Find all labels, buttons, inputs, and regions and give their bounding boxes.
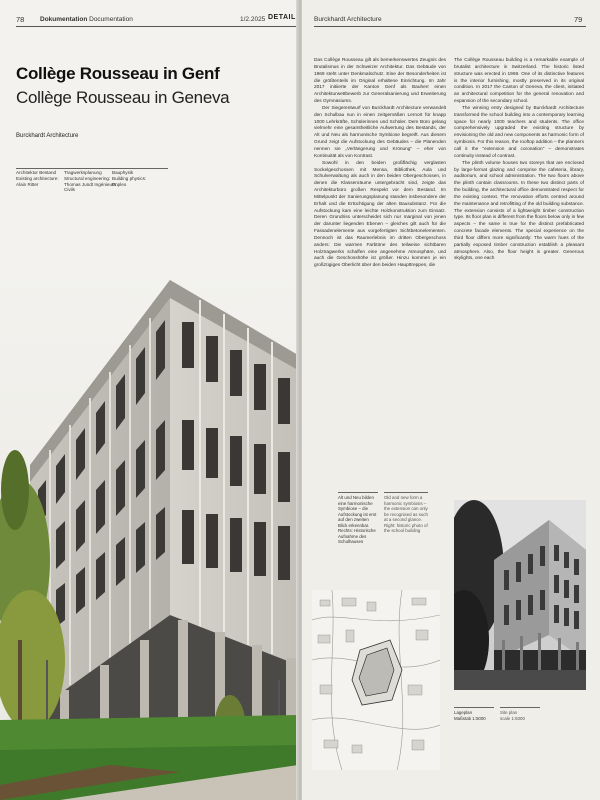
credit-role-en: Building physics: bbox=[112, 175, 147, 181]
running-head-right: Burckhardt Architecture bbox=[314, 16, 382, 23]
credit-block bbox=[112, 168, 168, 187]
site-plan-scale-de: Maßstab 1:5000 bbox=[454, 715, 486, 721]
credit-role-de: Tragwerksplanung bbox=[64, 170, 102, 175]
header-rule bbox=[314, 26, 586, 27]
paragraph: The winning entry designed by Burckhardt Architecture transformed the school building into a contemporary learning space for nearly 1000 teachers and students. The office comprehensively upgraded the existing structure by envisioning the old and new components as harmonic form of symbiosis. For this reason, the rooftop addition – the planners call it the "extension and coronation" – demonstrates continuity instead of contrast. bbox=[454, 105, 584, 159]
magazine-logo: DETAIL bbox=[268, 14, 296, 21]
site-plan-label-de: Lageplan bbox=[454, 710, 473, 715]
left-page bbox=[0, 0, 298, 800]
paragraph: Das Collège Rousseau gilt als bemerkenswertes Zeugnis des Brutalismus in der Schweizer Architektur. Das Gebäude von 1969 steht unter Denkmalschutz. Eine der Besonderheiten ist die größtenteils im Original erhaltene Einrichtung. Im Jahr 2017 initiierte der Kanton Genf als Bauherr einen Architekturwettbewerb zur Generalsanierung und Erweiterung des Gymnasiums. bbox=[314, 58, 446, 105]
credit-name: Enpleo bbox=[112, 181, 127, 187]
site-plan-drawing bbox=[312, 590, 440, 770]
paragraph: Sowohl in den beiden großflächig verglasten Sockelgeschossen mit Mensa, Bibliothek, Aula und Schulverwaltung als auch in den beiden Obergeschossen, in denen die Klassenräume untergebracht sind, zeigte das Architekturbüro großen Respekt vor dem Bestand. Im Mittelpunkt der Sanierungsplanung standen insbesondere der Erhalt und die Ertüchtigung der alten Bausubstanz. Für die Aufstockung kam eine leichte Holzkonstruktion zum Einsatz. Deren Grundriss unterscheidet sich nur marginal von jenen der darunter liegenden Ebenen – gleiches gilt auch für die Fassadenelemente aus vorgefertigten Sichtbetonelementen. Dennoch ist das Raumerlebnis im dritten Obergeschoss anders: Die warmen Farbtöne des teilweise sichtbaren Holztragwerks schaffen eine angenehme Atmosphäre, und auch die Geschosshöhe ist größer. Hinzu kommen je ein großzügiges Oberlicht über den beiden Haupttreppen, die bbox=[314, 160, 446, 269]
photo-caption-de: Alt und Neu bilden eine harmonische Symbiose – die Aufstockung ist erst auf den zweiten Blick erkennbar. Rechts: Historische Aufnahme des Schulhauses bbox=[338, 495, 377, 544]
article-architect: Burckhardt Architecture bbox=[16, 133, 79, 139]
paragraph: The plinth volume houses two storeys that are enclosed by large-format glazing and comprise the cafeteria, library, auditorium, and school administration. The two floors above the plinth contain classrooms. In these two distinct parts of the building, the architectural office demonstrated respect for the existing context. The renovation efforts centred around the maintenance and retrofitting of the old building substance. The extension consists of a lightweight timber construction type. Its floor plan is different from the floors below only in few aspects – the same is true for the distinct prefabricated concrete facade elements. The special experience on the third floor differs more significantly: The warm hues of the partially exposed timber construction establish a pleasant atmosphere. Also, the floor height is greater. Generous skylights, one each bbox=[454, 160, 584, 262]
credit-name: Alain Ritter bbox=[16, 181, 39, 187]
running-head-left bbox=[40, 16, 133, 23]
issue-number: 1/2.2025 bbox=[240, 16, 266, 23]
credit-role-de: Architektur Bestand bbox=[16, 170, 57, 175]
article-title-de: Collège Rousseau in Genf bbox=[16, 64, 220, 83]
credit-name: Thomas Jundt Ingénieurs Civils bbox=[64, 181, 116, 193]
page-number-right: 79 bbox=[574, 15, 583, 24]
header-rule bbox=[16, 26, 296, 27]
site-plan-label-en: Site plan bbox=[500, 710, 518, 715]
building-photo bbox=[0, 260, 298, 800]
credit-role-de: Bauphysik bbox=[112, 170, 134, 175]
paragraph: The Collège Rousseau building is a remarkable example of brutalist architecture in Switzerland. The historic listed structure was erected in 1969. One of its distinctive features is the interior furnishing, mostly preserved in its original condition. In 2017 the Canton of Geneva, the client, initiated an architectural competition for the general renovation and expansion of the secondary school. bbox=[454, 58, 584, 105]
credit-role-en: Existing architecture: bbox=[16, 175, 59, 181]
photo-caption-en: Old and new form a harmonic symbiosis – the extension can only be recognised as such at a second glance. Right: historic photo of the school building bbox=[384, 495, 428, 533]
page-number-left: 78 bbox=[16, 15, 25, 24]
site-plan-caption-en bbox=[500, 710, 544, 721]
site-plan-caption-de bbox=[454, 710, 498, 721]
paragraph: Der Siegerentwurf von Burckhardt Architecture verwandelt den Schulbau nun in einen zeitgemäßen Lernort für knapp 1000 Lehrkräfte, Schülerinnen und Schüler. Dem Büro gelang vielmehr eine gesamtheitliche Aufwertung des Bestands, der Alt und Neu als harmonische Symbiose begreift. Aus diesem Grund zeigt die Aufstockung des Gebäudes – die Planenden nennen sie „Verlängerung und Krönung" – eher von Kontinuität als von Kontrast. bbox=[314, 105, 446, 159]
body-text-en bbox=[454, 58, 584, 263]
article-title-en: Collège Rousseau in Geneva bbox=[16, 88, 230, 107]
credit-role-en: Structural engineering: bbox=[64, 175, 111, 181]
historic-photo bbox=[454, 500, 586, 690]
section-de: Dokumentation bbox=[40, 16, 88, 23]
section-en: Documentation bbox=[89, 16, 133, 23]
body-text-de bbox=[314, 58, 446, 270]
site-plan-scale-en: scale 1:5000 bbox=[500, 715, 525, 721]
